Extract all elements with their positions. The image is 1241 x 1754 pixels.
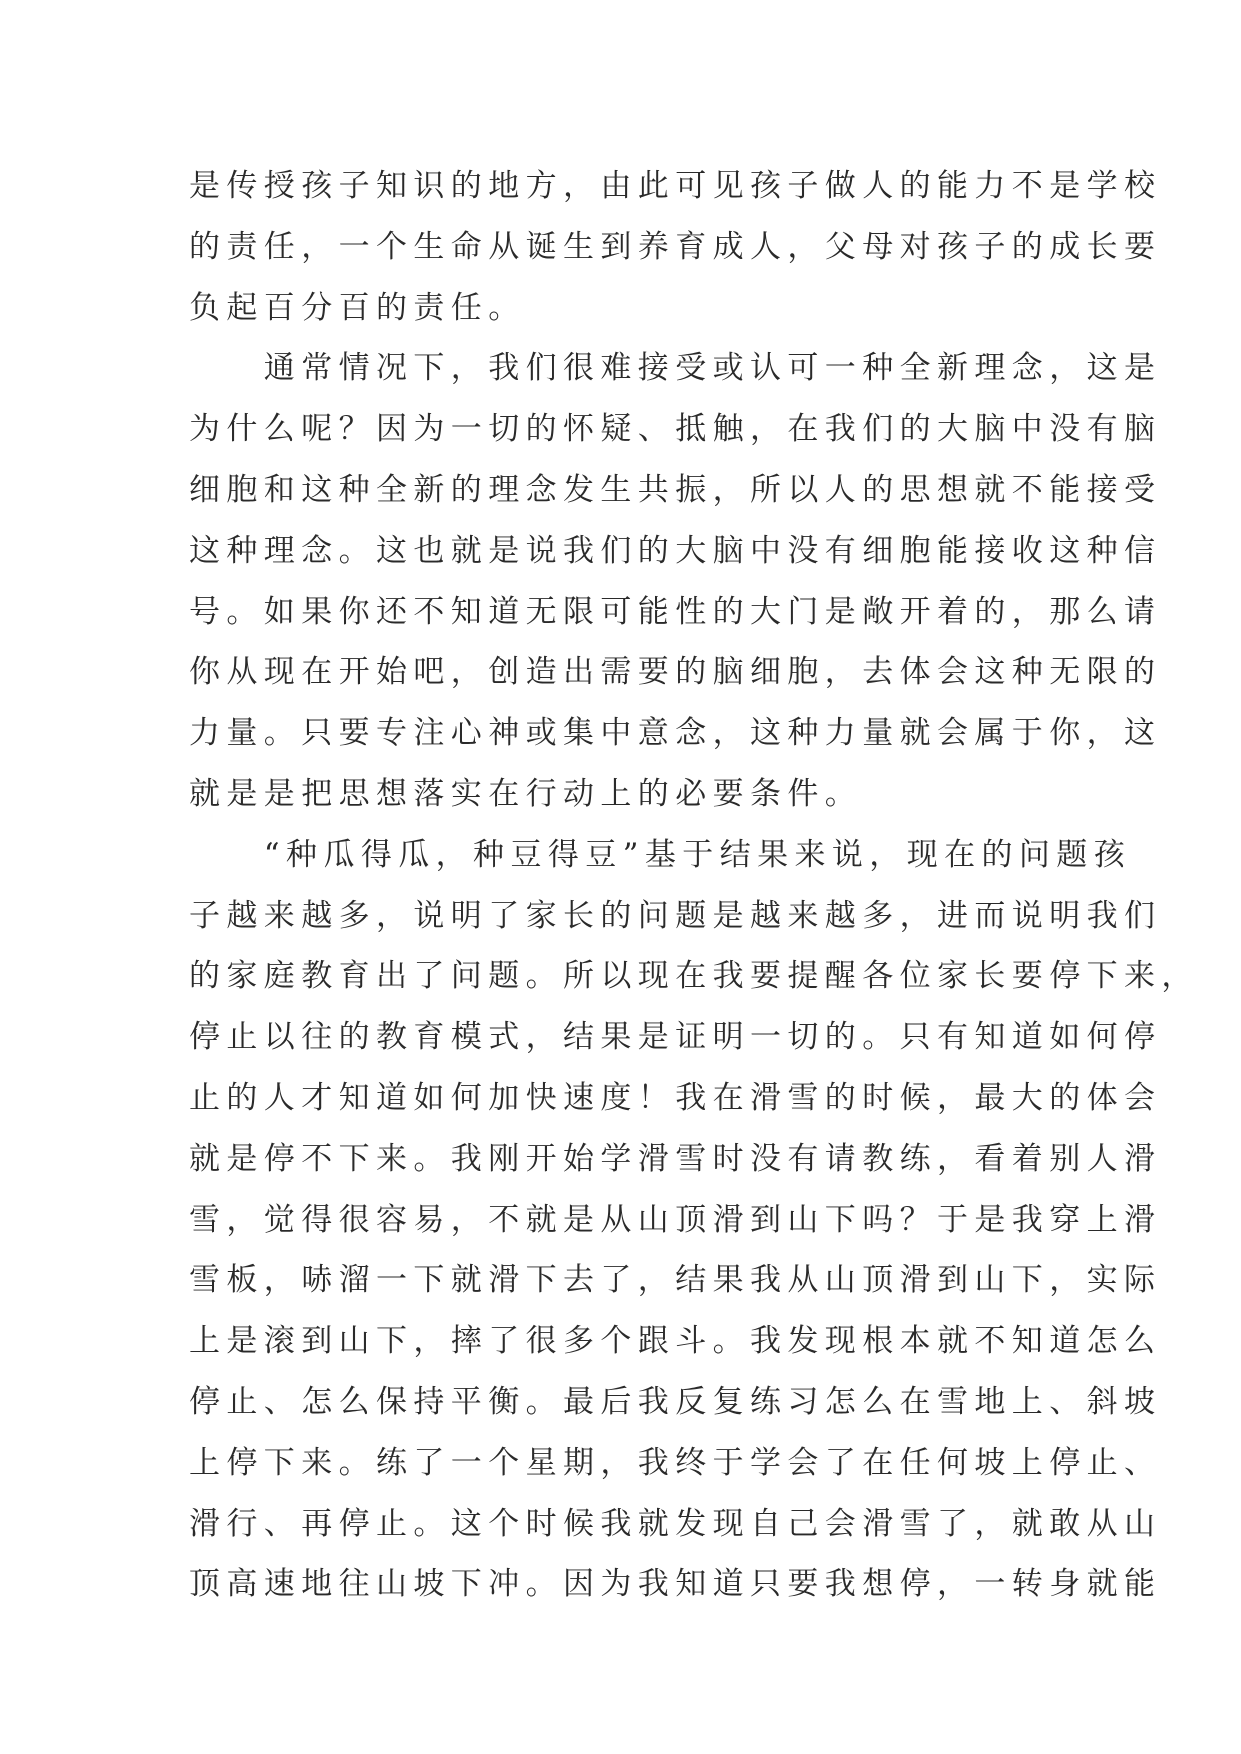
paragraph-3 [189, 825, 1199, 1615]
text-line: 负起百分百的责任。 [189, 289, 526, 326]
text-line: 雪板，哧溜一下就滑下去了，结果我从山顶滑到山下，实际 [189, 1262, 1162, 1299]
text-line: 的家庭教育出了问题。所以现在我要提醒各位家长要停下来， [189, 958, 1199, 995]
text-line: 的责任，一个生命从诞生到养育成人，父母对孩子的成长要 [189, 228, 1162, 265]
text-line: 就是停不下来。我刚开始学滑雪时没有请教练，看着别人滑 [189, 1140, 1162, 1177]
text-line: 上停下来。练了一个星期，我终于学会了在任何坡上停止、 [189, 1444, 1162, 1481]
text-line: 力量。只要专注心神或集中意念，这种力量就会属于你，这 [189, 715, 1162, 752]
text-line: 停止以往的教育模式，结果是证明一切的。只有知道如何停 [189, 1019, 1162, 1056]
text-line: 停止、怎么保持平衡。最后我反复练习怎么在雪地上、斜坡 [189, 1383, 1162, 1420]
text-line: 顶高速地往山坡下冲。因为我知道只要我想停，一转身就能 [189, 1566, 1162, 1603]
text-line: 通常情况下，我们很难接受或认可一种全新理念，这是 [189, 350, 1162, 387]
paragraph-2 [189, 338, 1162, 824]
text-line: 为什么呢？因为一切的怀疑、抵触，在我们的大脑中没有脑 [189, 411, 1162, 448]
text-line: 子越来越多，说明了家长的问题是越来越多，进而说明我们 [189, 897, 1162, 934]
text-line: 细胞和这种全新的理念发生共振，所以人的思想就不能接受 [189, 471, 1162, 508]
text-line: 号。如果你还不知道无限可能性的大门是敞开着的，那么请 [189, 593, 1162, 630]
paragraph-1 [189, 156, 1162, 338]
text-line: 滑行、再停止。这个时候我就发现自己会滑雪了，就敢从山 [189, 1505, 1162, 1542]
text-line: “种瓜得瓜，种豆得豆”基于结果来说，现在的问题孩 [189, 836, 1132, 873]
text-line: 是传授孩子知识的地方，由此可见孩子做人的能力不是学校 [189, 168, 1162, 204]
text-line: 上是滚到山下，摔了很多个跟斗。我发现根本就不知道怎么 [189, 1323, 1162, 1360]
text-line: 你从现在开始吧，创造出需要的脑细胞，去体会这种无限的 [189, 654, 1162, 691]
body-text [189, 156, 1199, 1615]
text-line: 止的人才知道如何加快速度！我在滑雪的时候，最大的体会 [189, 1079, 1162, 1116]
text-line: 雪，觉得很容易，不就是从山顶滑到山下吗？于是我穿上滑 [189, 1201, 1162, 1238]
text-line: 这种理念。这也就是说我们的大脑中没有细胞能接收这种信 [189, 532, 1162, 569]
text-line: 就是是把思想落实在行动上的必要条件。 [189, 775, 863, 812]
